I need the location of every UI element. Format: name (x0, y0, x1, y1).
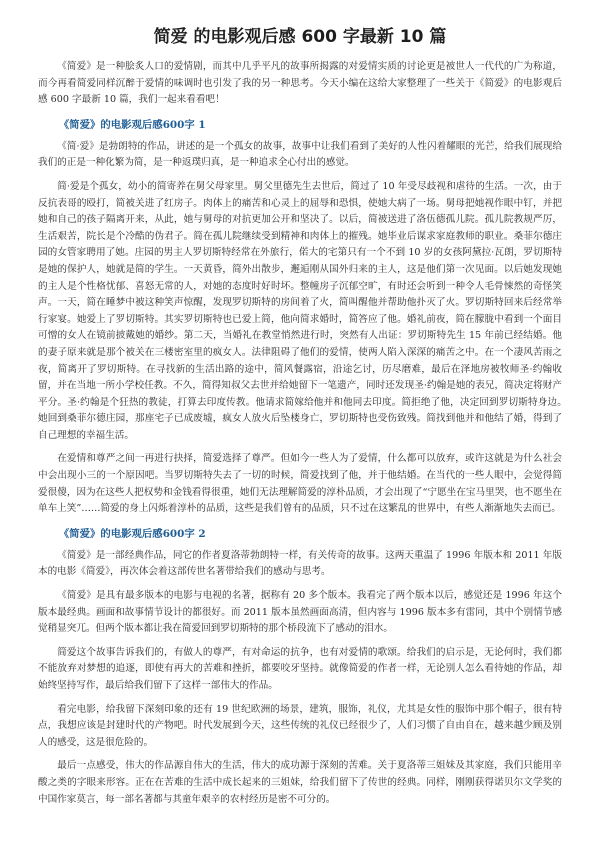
section-2-paragraph-4: 看完电影，给我留下深刻印象的还有 19 世纪欧洲的场景，建筑，服饰，礼仪，尤其是女性的服饰中那个帽子，很有特点，我想应该是封建时代的产物吧。时代发展到今天，这些传统的礼仪已经很少了，人们习惯了自由自在，越来越少顾及别人的感受，这是很危险的。 (38, 703, 562, 748)
document-title: 简爱 的电影观后感 600 字最新 10 篇 (153, 27, 447, 47)
section-2-paragraph-5: 最后一点感受，伟大的作品源自伟大的生活，伟大的成功源于深刻的苦难。关于夏洛蒂三姐妹及其家庭，我们只能用辛酸之类的字眼来形容。正在在苦难的生活中成长起来的三姐妹，给我们留下了传世的经典。同样，刚刚获得诺贝尔文学奖的中国作家莫言，每一部名著都与其童年艰辛的农村经历是密不可分的。 (38, 760, 562, 805)
section-2-paragraph-1: 《简爱》是一部经典作品，同它的作者夏洛蒂勃朗特一样，有关传奇的故事。这两天重温了 1996 年版本和 2011 年版本的电影《简爱》，再次体会着这部传世名著带给我们的感动与思考。 (38, 549, 562, 578)
section-1-paragraph-3: 在爱情和尊严之间一再进行抉择，简爱选择了尊严。但如今一些人为了爱情，什么都可以放弃，或许这就是为什么社会中会出现小三的一个原因吧。当罗切斯特失去了一切的时候，简爱找到了他，并于他结婚。在当代的一些人眼中，会觉得简爱很傻，因为在这些人把权势和金钱看得很重，她们无法理解简爱的淳朴品质，才会出现了“宁愿坐在宝马里哭，也不愿坐在单车上笑”……简爱的身上闪烁着淳朴的品质，这些是我们曾有的品质，只不过在这繁乱的世界中，有些人渐渐地失去而已。 (38, 453, 562, 515)
intro-paragraph: 《简爱》是一种脍炙人口的爱情剧，而其中几乎平凡的故事所揭露的对爱情实质的讨论更是被世人一代代的广为称道，而今再看简爱同样沉醉于爱情的味调时也引发了我的另一种思考。今天小编在这给大家整理了一些关于《简爱》的电影观后感 600 字最新 10 篇，我们一起来看看吧！ (38, 61, 562, 106)
section-2-paragraph-2: 《简爱》是具有最多版本的电影与电视的名著，据称有 20 多个版本。我看完了两个版本以后，感觉还是 1996 年这个版本最经典。画面和故事情节设计的都很好。而 2011 版本虽然画面高清，但内容与 1996 版本多有雷同，其中个别情节感觉稍显突兀。但两个版本都让我在简爱回到罗切斯特的那个桥段流下了感动的泪水。 (38, 590, 562, 635)
section-2-paragraph-3: 简爱这个故事告诉我们的，有做人的尊严，有对命运的抗争，也有对爱情的歌颂。给我们的启示是，无论何时，我们都不能放弃对梦想的追逐，即使有再大的苦难和挫折，都要咬牙坚持。就像简爱的作者一样，无论别人怎么看待她的作品，却始终坚持写作，最后给我们留下了这样一部伟大的作品。 (38, 646, 562, 691)
section-1-heading: 《简爱》的电影观后感600字 1 (58, 118, 206, 131)
section-1-paragraph-1: 《简·爱》是勃朗特的作品，讲述的是一个孤女的故事，故事中让我们看到了美好的人性闪着耀眼的光芒，给我们展现给我们的正是一种化繁为简，是一种返璞归真，是一种追求全心付出的感觉。 (38, 140, 562, 169)
section-2-heading: 《简爱》的电影观后感600字 2 (58, 527, 206, 540)
section-1-paragraph-2: 简·爱是个孤女，幼小的简寄养在舅父母家里。舅父里德先生去世后，简过了 10 年受尽歧视和虐待的生活。一次，由于反抗表哥的殴打，简被关进了红房子。肉体上的痛苦和心灵上的屈辱和恐惧，使她大病了一场。舅母把她视作眼中钉，并把她和自己的孩子隔离开来，从此，她与舅母的对抗更加公开和坚决了。以后，简被送进了洛伍德孤儿院。孤儿院教规严厉，生活艰苦，院长是个冷酷的伪君子。简在孤儿院继续受到精神和肉体上的摧残。她毕业后谋求家庭教师的职业。桑菲尔德庄园的女管家聘用了她。庄园的男主人罗切斯特经常在外旅行，偌大的宅第只有一个不到 10 岁的女孩阿黛拉·瓦朗，罗切斯特是她的保护人，她就是简的学生。一天黄昏，简外出散步，邂逅刚从国外归来的主人，这是他们第一次见面。以后她发现她的主人是个性格忧郁、喜怒无常的人，对她的态度时好时坏。整幢房子沉郁空旷，有时还会听到一种令人毛骨悚然的奇怪笑声。一天，简在睡梦中被这种笑声惊醒，发现罗切斯特的房间着了火，简叫醒他并帮助他扑灭了火。罗切斯特回来后经常举行家宴。她爱上了罗切斯特。其实罗切斯特也已爱上简，他向简求婚时，简答应了他。婚礼前夜，简在朦胧中看到一个面目可憎的女人在镜前披戴她的婚纱。第二天，当婚礼在教堂悄然进行时，突然有人出证：罗切斯特先生 15 年前已经结婚。他的妻子原来就是那个被关在三楼密室里的疯女人。法律阻碍了他们的爱情，使两人陷入深深的痛苦之中。在一个凄风苦雨之夜，简离开了罗切斯特。在寻找新的生活出路的途中，简风餐露宿，沿途乞讨，历尽磨难，最后在泽地房被牧师圣·约翰收留，并在当地一所小学校任教。不久，简得知叔父去世并给她留下一笔遗产，同时还发现圣·约翰是她的表兄，简决定将财产平分。圣·约翰是个狂热的教徒，打算去印度传教。他请求简嫁给他并和他同去印度。简拒绝了他，决定回到罗切斯特身边。 她回到桑菲尔德庄园，那座宅子已成废墟，疯女人放火后坠楼身亡，罗切斯特也受伤致残。简找到他并和他结了婚，得到了自己理想的幸福生活。 (38, 180, 582, 441)
